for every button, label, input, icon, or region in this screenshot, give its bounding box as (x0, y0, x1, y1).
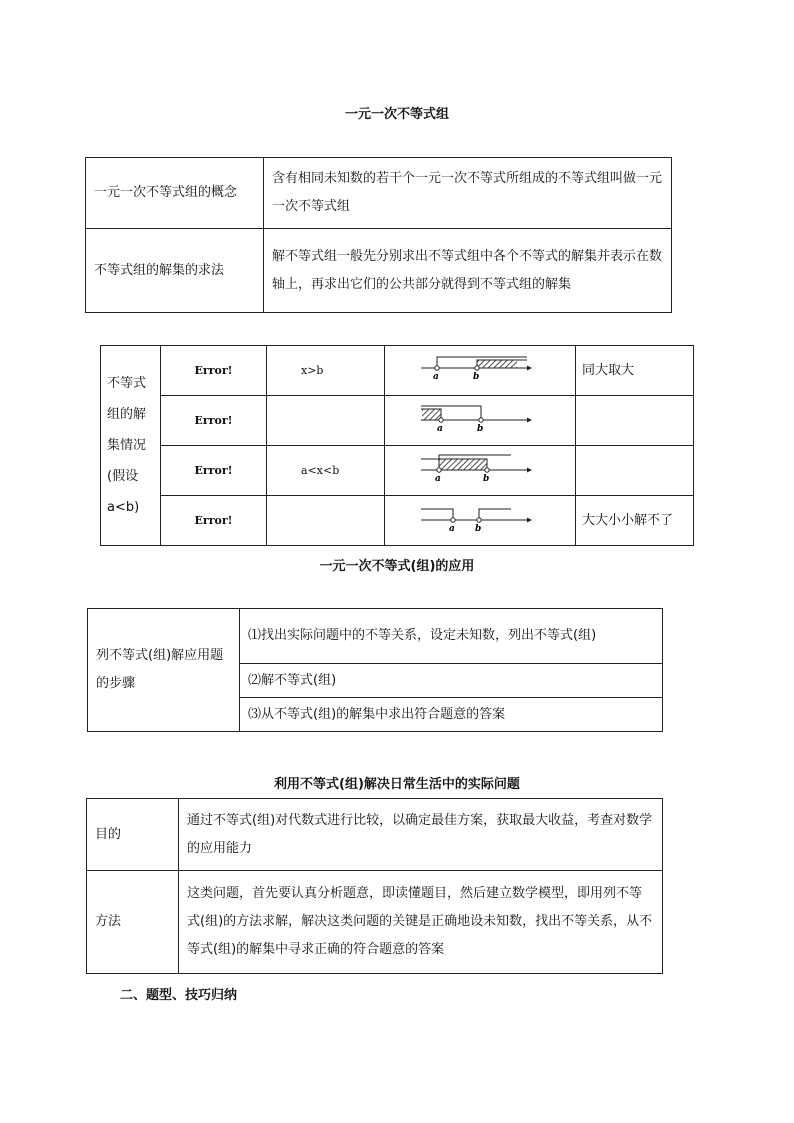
number-line-cell (385, 446, 576, 496)
solution-cell (267, 396, 385, 446)
method-desc: 这类问题，首先要认真分析题意，即读懂题目，然后建立数学模型，即用列不等式(组)的方法求解，解决这类问题的关键是正确地设未知数，找出不等关系，从不等式(组)的解集中寻求正确的符合题意的答案 (179, 871, 663, 974)
label-a: a (449, 524, 455, 534)
solution-cell (267, 496, 385, 546)
table-row (101, 446, 694, 496)
rule-cell: 大大小小解不了 (576, 496, 694, 546)
method-term: 不等式组的解集的求法 (86, 229, 264, 313)
number-line-cell (385, 396, 576, 446)
rule-cell (576, 396, 694, 446)
step-item: ⑴找出实际问题中的不等关系，设定未知数，列出不等式(组) (240, 609, 663, 664)
label-b: b (473, 372, 480, 382)
table-row (101, 496, 694, 546)
solution-cell: a<x<b (267, 446, 385, 496)
method-term: 方法 (87, 871, 179, 974)
label-a: a (435, 474, 441, 484)
table-row (88, 609, 663, 664)
system-cell: Error! (161, 496, 267, 546)
number-line-less (385, 396, 575, 436)
label-b: b (475, 524, 482, 534)
number-line-cell (385, 496, 576, 546)
cases-side-label: 不等式组的解集情况(假设a<b) (101, 346, 161, 546)
step-item: ⑶从不等式(组)的解集中求出符合题意的答案 (240, 698, 663, 732)
label-a: a (433, 372, 439, 382)
solution-cell: x>b (267, 346, 385, 396)
table-row (101, 346, 694, 396)
steps-table (87, 608, 663, 732)
table-row (86, 229, 672, 313)
table-row (101, 396, 694, 446)
steps-term: 列不等式(组)解应用题的步骤 (88, 609, 240, 732)
purpose-desc: 通过不等式(组)对代数式进行比较，以确定最佳方案，获取最大收益，考查对数学的应用能力 (179, 799, 663, 871)
number-line-no-solution (385, 496, 575, 536)
table-row (86, 158, 672, 229)
solution-cases-table (100, 345, 694, 546)
purpose-term: 目的 (87, 799, 179, 871)
number-line-cell (385, 346, 576, 396)
number-line-between (385, 446, 575, 486)
purpose-method-table (86, 798, 663, 974)
system-cell: Error! (161, 396, 267, 446)
step-item: ⑵解不等式(组) (240, 664, 663, 698)
concept-desc: 含有相同未知数的若干个一元一次不等式所组成的不等式组叫做一元一次不等式组 (264, 158, 672, 229)
section-heading-types: 二、题型、技巧归纳 (120, 988, 238, 1003)
number-line-greater (385, 346, 575, 386)
method-desc: 解不等式组一般先分别求出不等式组中各个不等式的解集并表示在数轴上，再求出它们的公共部分就得到不等式组的解集 (264, 229, 672, 313)
rule-cell (576, 446, 694, 496)
title-daily-life: 利用不等式(组)解决日常生活中的实际问题 (274, 777, 520, 792)
label-b: b (483, 474, 490, 484)
label-a: a (437, 424, 443, 434)
rule-cell: 同大取大 (576, 346, 694, 396)
title-application: 一元一次不等式(组)的应用 (319, 559, 475, 574)
label-b: b (477, 424, 484, 434)
table-row (87, 799, 663, 871)
title-inequality-system: 一元一次不等式组 (344, 107, 449, 122)
concept-table (85, 157, 672, 313)
concept-term: 一元一次不等式组的概念 (86, 158, 264, 229)
table-row (87, 871, 663, 974)
system-cell: Error! (161, 446, 267, 496)
system-cell: Error! (161, 346, 267, 396)
